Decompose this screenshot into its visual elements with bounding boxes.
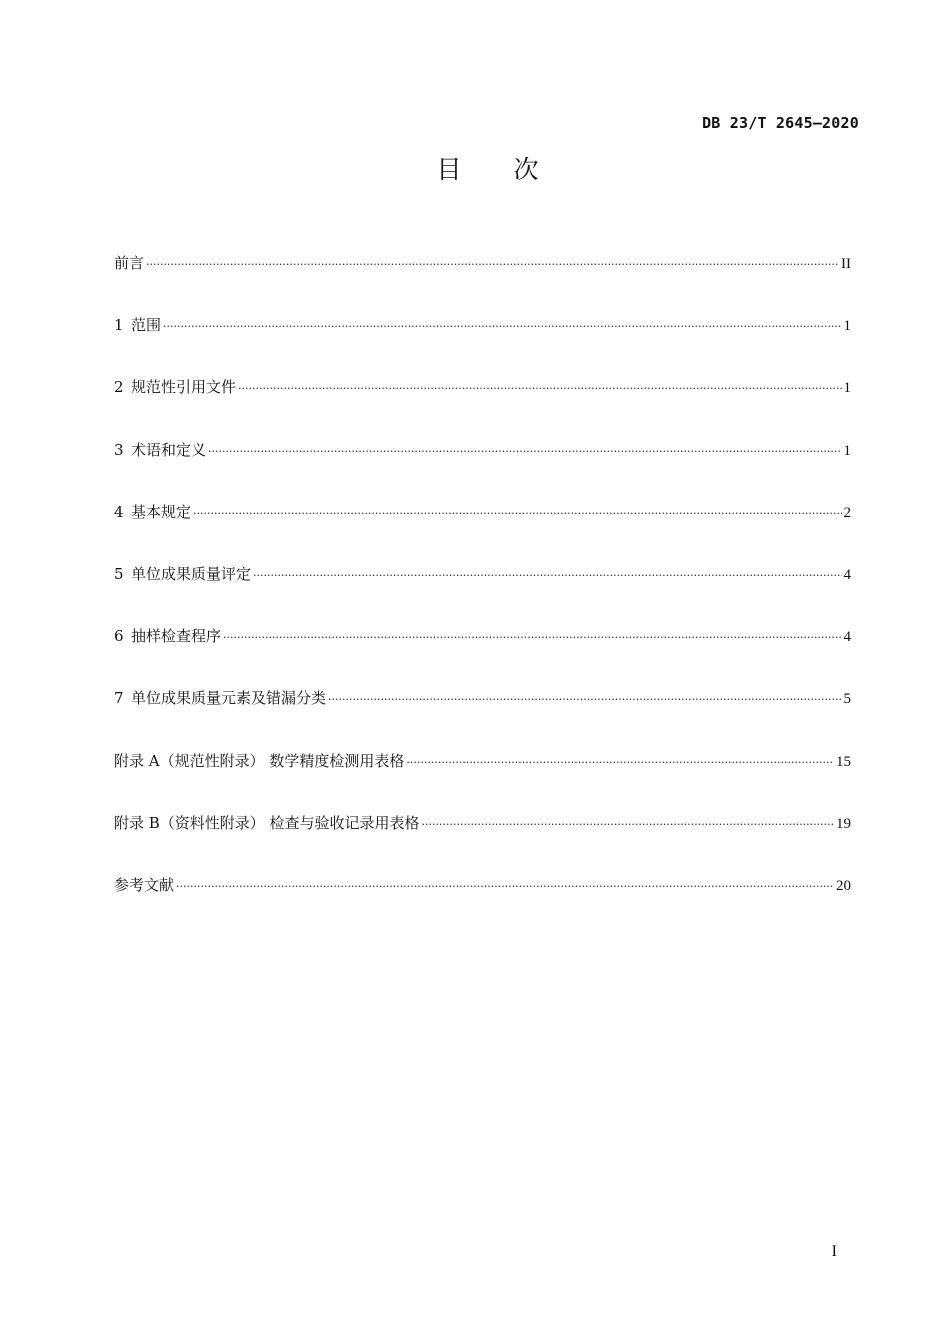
toc-dot-leader: [193, 499, 841, 529]
toc-entry-label: 参考文献: [114, 875, 175, 894]
toc-entry-page: II: [841, 256, 851, 272]
toc-entry-quality-elements[interactable]: [114, 683, 851, 745]
toc-entry-page: 2: [843, 504, 851, 521]
toc-entry-terms-definitions[interactable]: [114, 435, 851, 497]
toc-entry-scope[interactable]: [114, 310, 851, 372]
toc-title: [0, 150, 950, 186]
toc-entry-page: 4: [843, 566, 851, 583]
toc-entry-label: 4 基本规定: [114, 502, 192, 521]
toc-list: [114, 248, 851, 932]
toc-entry-page: 5: [843, 691, 851, 708]
toc-dot-leader: [208, 437, 841, 467]
toc-entry-label: 6 抽样检查程序: [114, 627, 222, 646]
toc-entry-page: 20: [836, 877, 851, 894]
toc-entry-foreword[interactable]: [114, 248, 851, 310]
toc-dot-leader: [406, 748, 834, 778]
toc-entry-label: 2 规范性引用文件: [114, 378, 237, 397]
toc-entry-bibliography[interactable]: [114, 870, 851, 932]
toc-entry-page: 1: [843, 380, 851, 397]
toc-entry-basic-provisions[interactable]: [114, 497, 851, 559]
toc-entry-label: 7 单位成果质量元素及错漏分类: [114, 689, 327, 708]
toc-entry-label: 1 范围: [114, 316, 162, 335]
toc-dot-leader: [163, 312, 841, 342]
toc-entry-label: 前言: [114, 254, 145, 272]
toc-entry-label: 5 单位成果质量评定: [114, 564, 252, 583]
toc-entry-label: 附录 A（规范性附录） 数学精度检测用表格: [114, 751, 405, 770]
toc-dot-leader: [253, 561, 841, 591]
document-code: DB 23/T 2645—2020: [702, 114, 859, 132]
toc-title-part2: 次: [513, 155, 539, 184]
toc-entry-appendix-a[interactable]: [114, 746, 851, 808]
toc-entry-appendix-b[interactable]: [114, 808, 851, 870]
page-number: I: [831, 1243, 837, 1260]
toc-entry-label: 附录 B（资料性附录） 检查与验收记录用表格: [114, 813, 420, 832]
toc-entry-page: 1: [843, 442, 851, 459]
toc-entry-page: 1: [843, 318, 851, 335]
toc-dot-leader: [328, 685, 841, 715]
toc-entry-normative-references[interactable]: [114, 372, 851, 434]
toc-dot-leader: [422, 810, 834, 840]
toc-entry-page: 19: [836, 815, 851, 832]
toc-entry-sampling-procedure[interactable]: [114, 621, 851, 683]
toc-dot-leader: [238, 374, 841, 404]
toc-entry-page: 4: [843, 629, 851, 646]
toc-entry-page: 15: [836, 753, 851, 770]
toc-entry-quality-assessment[interactable]: [114, 559, 851, 621]
toc-dot-leader: [146, 250, 839, 280]
toc-entry-label: 3 术语和定义: [114, 440, 207, 459]
toc-dot-leader: [223, 623, 841, 653]
toc-dot-leader: [176, 872, 834, 902]
toc-title-part1: 目: [436, 155, 462, 184]
